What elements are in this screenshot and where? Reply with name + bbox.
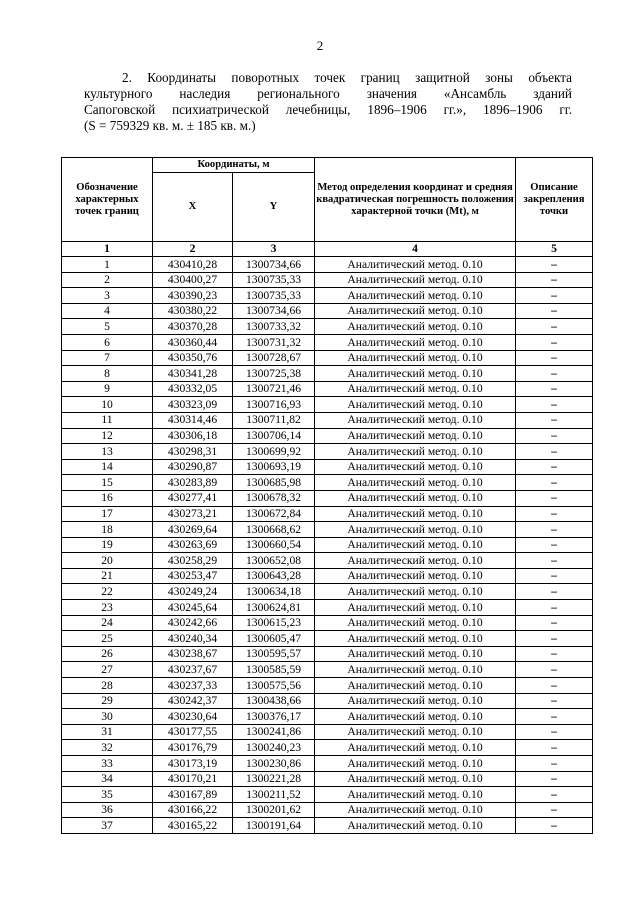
method-cell: Аналитический метод. 0.10 (315, 303, 516, 319)
table-row (62, 506, 593, 522)
method-cell: Аналитический метод. 0.10 (315, 381, 516, 397)
table-row (62, 397, 593, 413)
y-coordinate-cell: 1300685,98 (233, 475, 315, 491)
method-cell: Аналитический метод. 0.10 (315, 444, 516, 460)
description-cell: – (516, 537, 593, 553)
x-coordinate-cell: 430263,69 (153, 537, 233, 553)
table-row (62, 802, 593, 818)
method-cell: Аналитический метод. 0.10 (315, 272, 516, 288)
table-row (62, 818, 593, 834)
description-cell: – (516, 397, 593, 413)
description-cell: – (516, 381, 593, 397)
table-row (62, 366, 593, 382)
x-coordinate-cell: 430177,55 (153, 724, 233, 740)
x-coordinate-cell: 430410,28 (153, 257, 233, 273)
method-cell: Аналитический метод. 0.10 (315, 397, 516, 413)
table-row (62, 740, 593, 756)
table-row (62, 288, 593, 304)
heading-line: 2. Координаты поворотных точек границ защитной зоны объекта (122, 70, 572, 85)
x-coordinate-cell: 430245,64 (153, 600, 233, 616)
method-cell: Аналитический метод. 0.10 (315, 553, 516, 569)
column-number: 1 (62, 242, 153, 257)
table-row (62, 475, 593, 491)
y-coordinate-cell: 1300634,18 (233, 584, 315, 600)
heading-line: культурного наследия регионального значения «Ансамбль зданий (84, 86, 572, 101)
point-number-cell: 37 (62, 818, 153, 834)
description-cell: – (516, 428, 593, 444)
description-cell: – (516, 412, 593, 428)
description-cell: – (516, 334, 593, 350)
description-cell: – (516, 553, 593, 569)
table-row (62, 678, 593, 694)
method-cell: Аналитический метод. 0.10 (315, 475, 516, 491)
point-number-cell: 3 (62, 288, 153, 304)
x-coordinate-cell: 430323,09 (153, 397, 233, 413)
table-row (62, 553, 593, 569)
table-row (62, 709, 593, 725)
point-number-cell: 10 (62, 397, 153, 413)
description-cell: – (516, 584, 593, 600)
method-cell: Аналитический метод. 0.10 (315, 350, 516, 366)
x-coordinate-cell: 430273,21 (153, 506, 233, 522)
method-cell: Аналитический метод. 0.10 (315, 334, 516, 350)
x-coordinate-cell: 430290,87 (153, 459, 233, 475)
point-number-cell: 31 (62, 724, 153, 740)
point-number-cell: 22 (62, 584, 153, 600)
y-coordinate-cell: 1300699,92 (233, 444, 315, 460)
x-coordinate-cell: 430341,28 (153, 366, 233, 382)
point-number-cell: 33 (62, 756, 153, 772)
method-cell: Аналитический метод. 0.10 (315, 724, 516, 740)
description-cell: – (516, 740, 593, 756)
point-number-cell: 36 (62, 802, 153, 818)
point-number-cell: 17 (62, 506, 153, 522)
point-number-cell: 29 (62, 693, 153, 709)
method-cell: Аналитический метод. 0.10 (315, 771, 516, 787)
table-row (62, 459, 593, 475)
description-cell: – (516, 288, 593, 304)
x-coordinate-cell: 430166,22 (153, 802, 233, 818)
x-coordinate-cell: 430258,29 (153, 553, 233, 569)
description-cell: – (516, 802, 593, 818)
table-row (62, 787, 593, 803)
point-number-cell: 2 (62, 272, 153, 288)
method-cell: Аналитический метод. 0.10 (315, 459, 516, 475)
point-number-cell: 35 (62, 787, 153, 803)
column-number: 5 (516, 242, 593, 257)
y-coordinate-cell: 1300605,47 (233, 631, 315, 647)
x-coordinate-cell: 430237,67 (153, 662, 233, 678)
section-heading (84, 70, 572, 134)
x-coordinate-cell: 430238,67 (153, 646, 233, 662)
table-row (62, 724, 593, 740)
point-number-cell: 32 (62, 740, 153, 756)
y-coordinate-cell: 1300668,62 (233, 522, 315, 538)
x-coordinate-cell: 430370,28 (153, 319, 233, 335)
method-cell: Аналитический метод. 0.10 (315, 537, 516, 553)
method-cell: Аналитический метод. 0.10 (315, 756, 516, 772)
x-coordinate-cell: 430253,47 (153, 568, 233, 584)
method-cell: Аналитический метод. 0.10 (315, 366, 516, 382)
x-coordinate-cell: 430170,21 (153, 771, 233, 787)
description-cell: – (516, 319, 593, 335)
point-number-cell: 12 (62, 428, 153, 444)
y-coordinate-cell: 1300652,08 (233, 553, 315, 569)
x-coordinate-cell: 430277,41 (153, 490, 233, 506)
x-coordinate-cell: 430176,79 (153, 740, 233, 756)
description-cell: – (516, 475, 593, 491)
x-coordinate-cell: 430242,66 (153, 615, 233, 631)
x-coordinate-cell: 430314,46 (153, 412, 233, 428)
header-point-designation: Обозначение характерных точек границ (62, 158, 153, 242)
description-cell: – (516, 366, 593, 382)
column-number: 2 (153, 242, 233, 257)
y-coordinate-cell: 1300728,67 (233, 350, 315, 366)
point-number-cell: 30 (62, 709, 153, 725)
method-cell: Аналитический метод. 0.10 (315, 646, 516, 662)
table-row (62, 537, 593, 553)
method-cell: Аналитический метод. 0.10 (315, 709, 516, 725)
description-cell: – (516, 522, 593, 538)
description-cell: – (516, 756, 593, 772)
header-x: X (153, 173, 233, 242)
method-cell: Аналитический метод. 0.10 (315, 522, 516, 538)
x-coordinate-cell: 430350,76 (153, 350, 233, 366)
y-coordinate-cell: 1300643,28 (233, 568, 315, 584)
y-coordinate-cell: 1300240,23 (233, 740, 315, 756)
x-coordinate-cell: 430249,24 (153, 584, 233, 600)
x-coordinate-cell: 430173,19 (153, 756, 233, 772)
x-coordinate-cell: 430167,89 (153, 787, 233, 803)
table-header (62, 158, 593, 257)
description-cell: – (516, 272, 593, 288)
table-row (62, 631, 593, 647)
y-coordinate-cell: 1300693,19 (233, 459, 315, 475)
table-row (62, 771, 593, 787)
method-cell: Аналитический метод. 0.10 (315, 818, 516, 834)
heading-line: Сапоговской психиатрической лечебницы, 1896–1906 гг.», 1896–1906 гг. (84, 102, 572, 117)
description-cell: – (516, 506, 593, 522)
y-coordinate-cell: 1300678,32 (233, 490, 315, 506)
table-row (62, 412, 593, 428)
table-row (62, 257, 593, 273)
table-row (62, 303, 593, 319)
method-cell: Аналитический метод. 0.10 (315, 584, 516, 600)
point-number-cell: 15 (62, 475, 153, 491)
point-number-cell: 34 (62, 771, 153, 787)
y-coordinate-cell: 1300211,52 (233, 787, 315, 803)
x-coordinate-cell: 430283,89 (153, 475, 233, 491)
table-row (62, 334, 593, 350)
method-cell: Аналитический метод. 0.10 (315, 506, 516, 522)
description-cell: – (516, 662, 593, 678)
table-row (62, 693, 593, 709)
heading-line: (S = 759329 кв. м. ± 185 кв. м.) (84, 118, 256, 133)
column-number: 3 (233, 242, 315, 257)
y-coordinate-cell: 1300595,57 (233, 646, 315, 662)
description-cell: – (516, 490, 593, 506)
point-number-cell: 5 (62, 319, 153, 335)
method-cell: Аналитический метод. 0.10 (315, 319, 516, 335)
method-cell: Аналитический метод. 0.10 (315, 600, 516, 616)
y-coordinate-cell: 1300733,32 (233, 319, 315, 335)
table-row (62, 444, 593, 460)
column-numbers-row (62, 242, 593, 257)
header-method: Метод определения координат и средняя квадратическая погрешность положения характерной точки (Mt), м (315, 158, 516, 242)
method-cell: Аналитический метод. 0.10 (315, 428, 516, 444)
point-number-cell: 13 (62, 444, 153, 460)
y-coordinate-cell: 1300230,86 (233, 756, 315, 772)
point-number-cell: 4 (62, 303, 153, 319)
table-row (62, 350, 593, 366)
table-row (62, 522, 593, 538)
x-coordinate-cell: 430332,05 (153, 381, 233, 397)
table-row (62, 381, 593, 397)
table-row (62, 584, 593, 600)
page-number: 2 (316, 38, 324, 53)
description-cell: – (516, 771, 593, 787)
point-number-cell: 25 (62, 631, 153, 647)
table-body (62, 257, 593, 834)
y-coordinate-cell: 1300615,23 (233, 615, 315, 631)
method-cell: Аналитический метод. 0.10 (315, 693, 516, 709)
y-coordinate-cell: 1300201,62 (233, 802, 315, 818)
point-number-cell: 14 (62, 459, 153, 475)
point-number-cell: 21 (62, 568, 153, 584)
table-row (62, 490, 593, 506)
description-cell: – (516, 646, 593, 662)
description-cell: – (516, 303, 593, 319)
point-number-cell: 28 (62, 678, 153, 694)
x-coordinate-cell: 430306,18 (153, 428, 233, 444)
y-coordinate-cell: 1300735,33 (233, 272, 315, 288)
x-coordinate-cell: 430390,23 (153, 288, 233, 304)
method-cell: Аналитический метод. 0.10 (315, 257, 516, 273)
description-cell: – (516, 600, 593, 616)
y-coordinate-cell: 1300706,14 (233, 428, 315, 444)
x-coordinate-cell: 430240,34 (153, 631, 233, 647)
table-row (62, 319, 593, 335)
point-number-cell: 9 (62, 381, 153, 397)
method-cell: Аналитический метод. 0.10 (315, 662, 516, 678)
y-coordinate-cell: 1300624,81 (233, 600, 315, 616)
description-cell: – (516, 257, 593, 273)
method-cell: Аналитический метод. 0.10 (315, 412, 516, 428)
point-number-cell: 16 (62, 490, 153, 506)
description-cell: – (516, 631, 593, 647)
y-coordinate-cell: 1300241,86 (233, 724, 315, 740)
x-coordinate-cell: 430165,22 (153, 818, 233, 834)
point-number-cell: 6 (62, 334, 153, 350)
description-cell: – (516, 444, 593, 460)
y-coordinate-cell: 1300734,66 (233, 303, 315, 319)
y-coordinate-cell: 1300721,46 (233, 381, 315, 397)
point-number-cell: 8 (62, 366, 153, 382)
y-coordinate-cell: 1300221,28 (233, 771, 315, 787)
y-coordinate-cell: 1300672,84 (233, 506, 315, 522)
table-row (62, 600, 593, 616)
table-row (62, 756, 593, 772)
x-coordinate-cell: 430360,44 (153, 334, 233, 350)
point-number-cell: 19 (62, 537, 153, 553)
description-cell: – (516, 818, 593, 834)
point-number-cell: 20 (62, 553, 153, 569)
table-row (62, 615, 593, 631)
description-cell: – (516, 693, 593, 709)
description-cell: – (516, 350, 593, 366)
description-cell: – (516, 724, 593, 740)
x-coordinate-cell: 430269,64 (153, 522, 233, 538)
y-coordinate-cell: 1300585,59 (233, 662, 315, 678)
point-number-cell: 7 (62, 350, 153, 366)
y-coordinate-cell: 1300716,93 (233, 397, 315, 413)
description-cell: – (516, 459, 593, 475)
y-coordinate-cell: 1300575,56 (233, 678, 315, 694)
description-cell: – (516, 709, 593, 725)
table-row (62, 646, 593, 662)
x-coordinate-cell: 430298,31 (153, 444, 233, 460)
point-number-cell: 24 (62, 615, 153, 631)
method-cell: Аналитический метод. 0.10 (315, 787, 516, 803)
table-row (62, 272, 593, 288)
method-cell: Аналитический метод. 0.10 (315, 802, 516, 818)
method-cell: Аналитический метод. 0.10 (315, 740, 516, 756)
x-coordinate-cell: 430237,33 (153, 678, 233, 694)
method-cell: Аналитический метод. 0.10 (315, 288, 516, 304)
point-number-cell: 27 (62, 662, 153, 678)
point-number-cell: 23 (62, 600, 153, 616)
y-coordinate-cell: 1300725,38 (233, 366, 315, 382)
x-coordinate-cell: 430380,22 (153, 303, 233, 319)
y-coordinate-cell: 1300376,17 (233, 709, 315, 725)
method-cell: Аналитический метод. 0.10 (315, 678, 516, 694)
y-coordinate-cell: 1300734,66 (233, 257, 315, 273)
method-cell: Аналитический метод. 0.10 (315, 490, 516, 506)
description-cell: – (516, 678, 593, 694)
method-cell: Аналитический метод. 0.10 (315, 615, 516, 631)
x-coordinate-cell: 430400,27 (153, 272, 233, 288)
y-coordinate-cell: 1300731,32 (233, 334, 315, 350)
point-number-cell: 11 (62, 412, 153, 428)
point-number-cell: 1 (62, 257, 153, 273)
header-coordinates: Координаты, м (153, 158, 315, 173)
header-y: Y (233, 173, 315, 242)
y-coordinate-cell: 1300711,82 (233, 412, 315, 428)
table-row (62, 428, 593, 444)
y-coordinate-cell: 1300191,64 (233, 818, 315, 834)
y-coordinate-cell: 1300438,66 (233, 693, 315, 709)
coordinates-table (61, 157, 593, 834)
column-number: 4 (315, 242, 516, 257)
method-cell: Аналитический метод. 0.10 (315, 568, 516, 584)
description-cell: – (516, 615, 593, 631)
table-row (62, 662, 593, 678)
x-coordinate-cell: 430230,64 (153, 709, 233, 725)
method-cell: Аналитический метод. 0.10 (315, 631, 516, 647)
y-coordinate-cell: 1300735,33 (233, 288, 315, 304)
point-number-cell: 26 (62, 646, 153, 662)
point-number-cell: 18 (62, 522, 153, 538)
header-description: Описание закрепления точки (516, 158, 593, 242)
table-row (62, 568, 593, 584)
x-coordinate-cell: 430242,37 (153, 693, 233, 709)
y-coordinate-cell: 1300660,54 (233, 537, 315, 553)
description-cell: – (516, 568, 593, 584)
description-cell: – (516, 787, 593, 803)
